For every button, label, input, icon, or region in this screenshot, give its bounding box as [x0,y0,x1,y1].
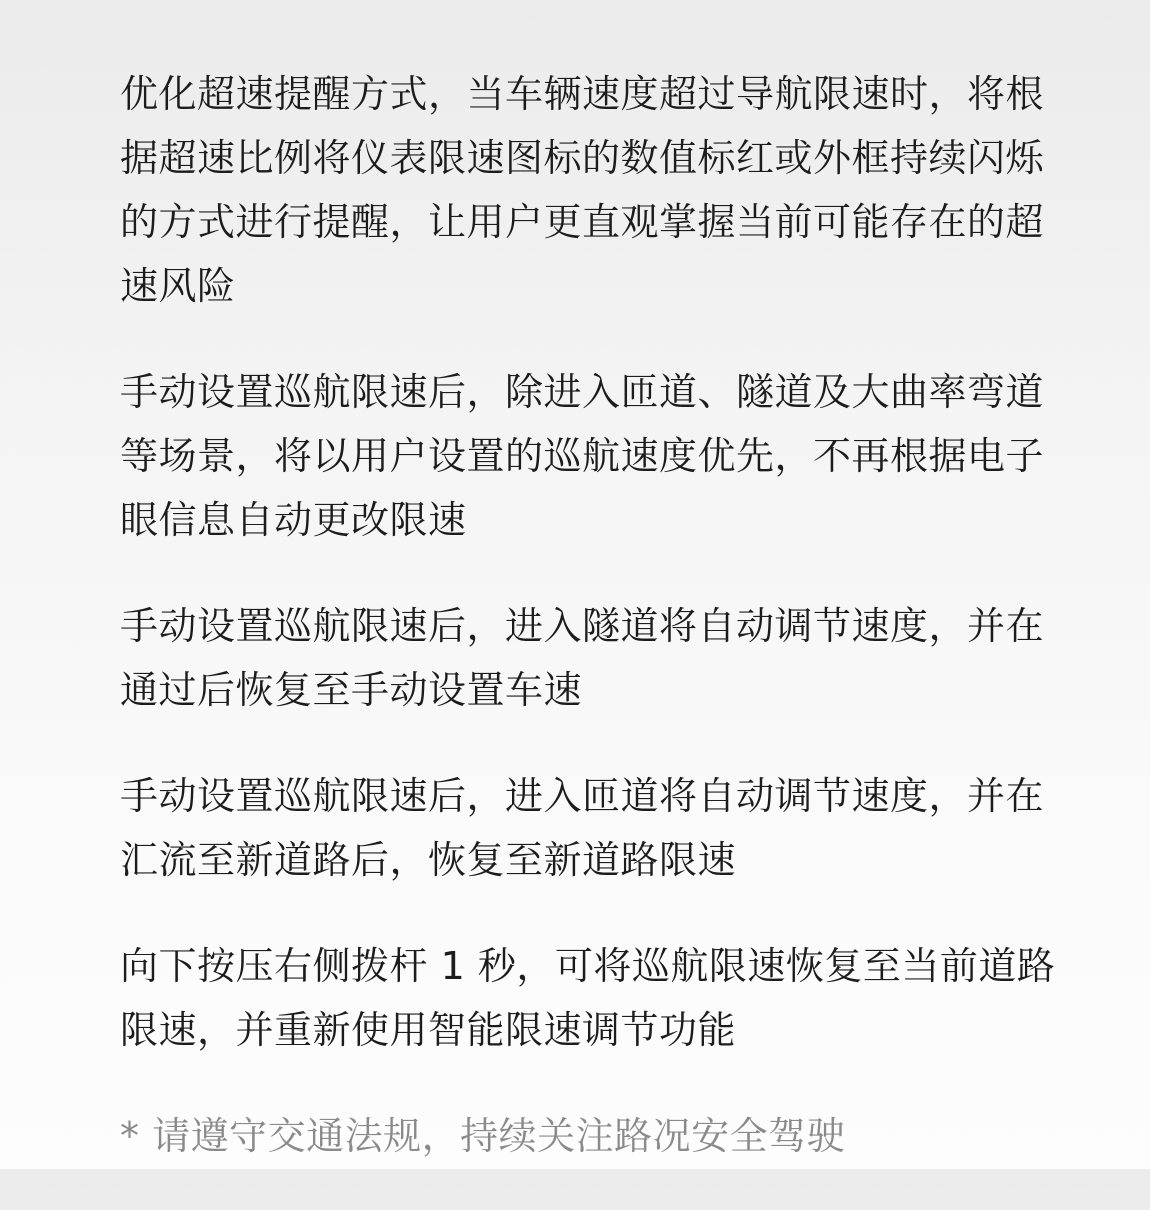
note-paragraph-manual-cruise-priority: 手动设置巡航限速后，除进入匝道、隧道及大曲率弯道等场景，将以用户设置的巡航速度优先，不再根据电子眼信息自动更改限速 [120,370,1045,542]
note-paragraph-lever-reset: 向下按压右侧拨杆 1 秒，可将巡航限速恢复至当前道路限速，并重新使用智能限速调节功能 [120,944,1056,1052]
release-notes-content [120,62,1060,1210]
note-paragraph-tunnel-speed: 手动设置巡航限速后，进入隧道将自动调节速度，并在通过后恢复至手动设置车速 [120,604,1045,712]
note-paragraph-ramp-speed: 手动设置巡航限速后，进入匝道将自动调节速度，并在汇流至新道路后，恢复至新道路限速 [120,774,1045,882]
note-paragraph-overspeed-alert: 优化超速提醒方式，当车辆速度超过导航限速时，将根据超速比例将仪表限速图标的数值标红或外框持续闪烁的方式进行提醒，让用户更直观掌握当前可能存在的超速风险 [120,72,1045,308]
safety-disclaimer: * 请遵守交通法规，持续关注路况安全驾驶 [120,1114,846,1158]
